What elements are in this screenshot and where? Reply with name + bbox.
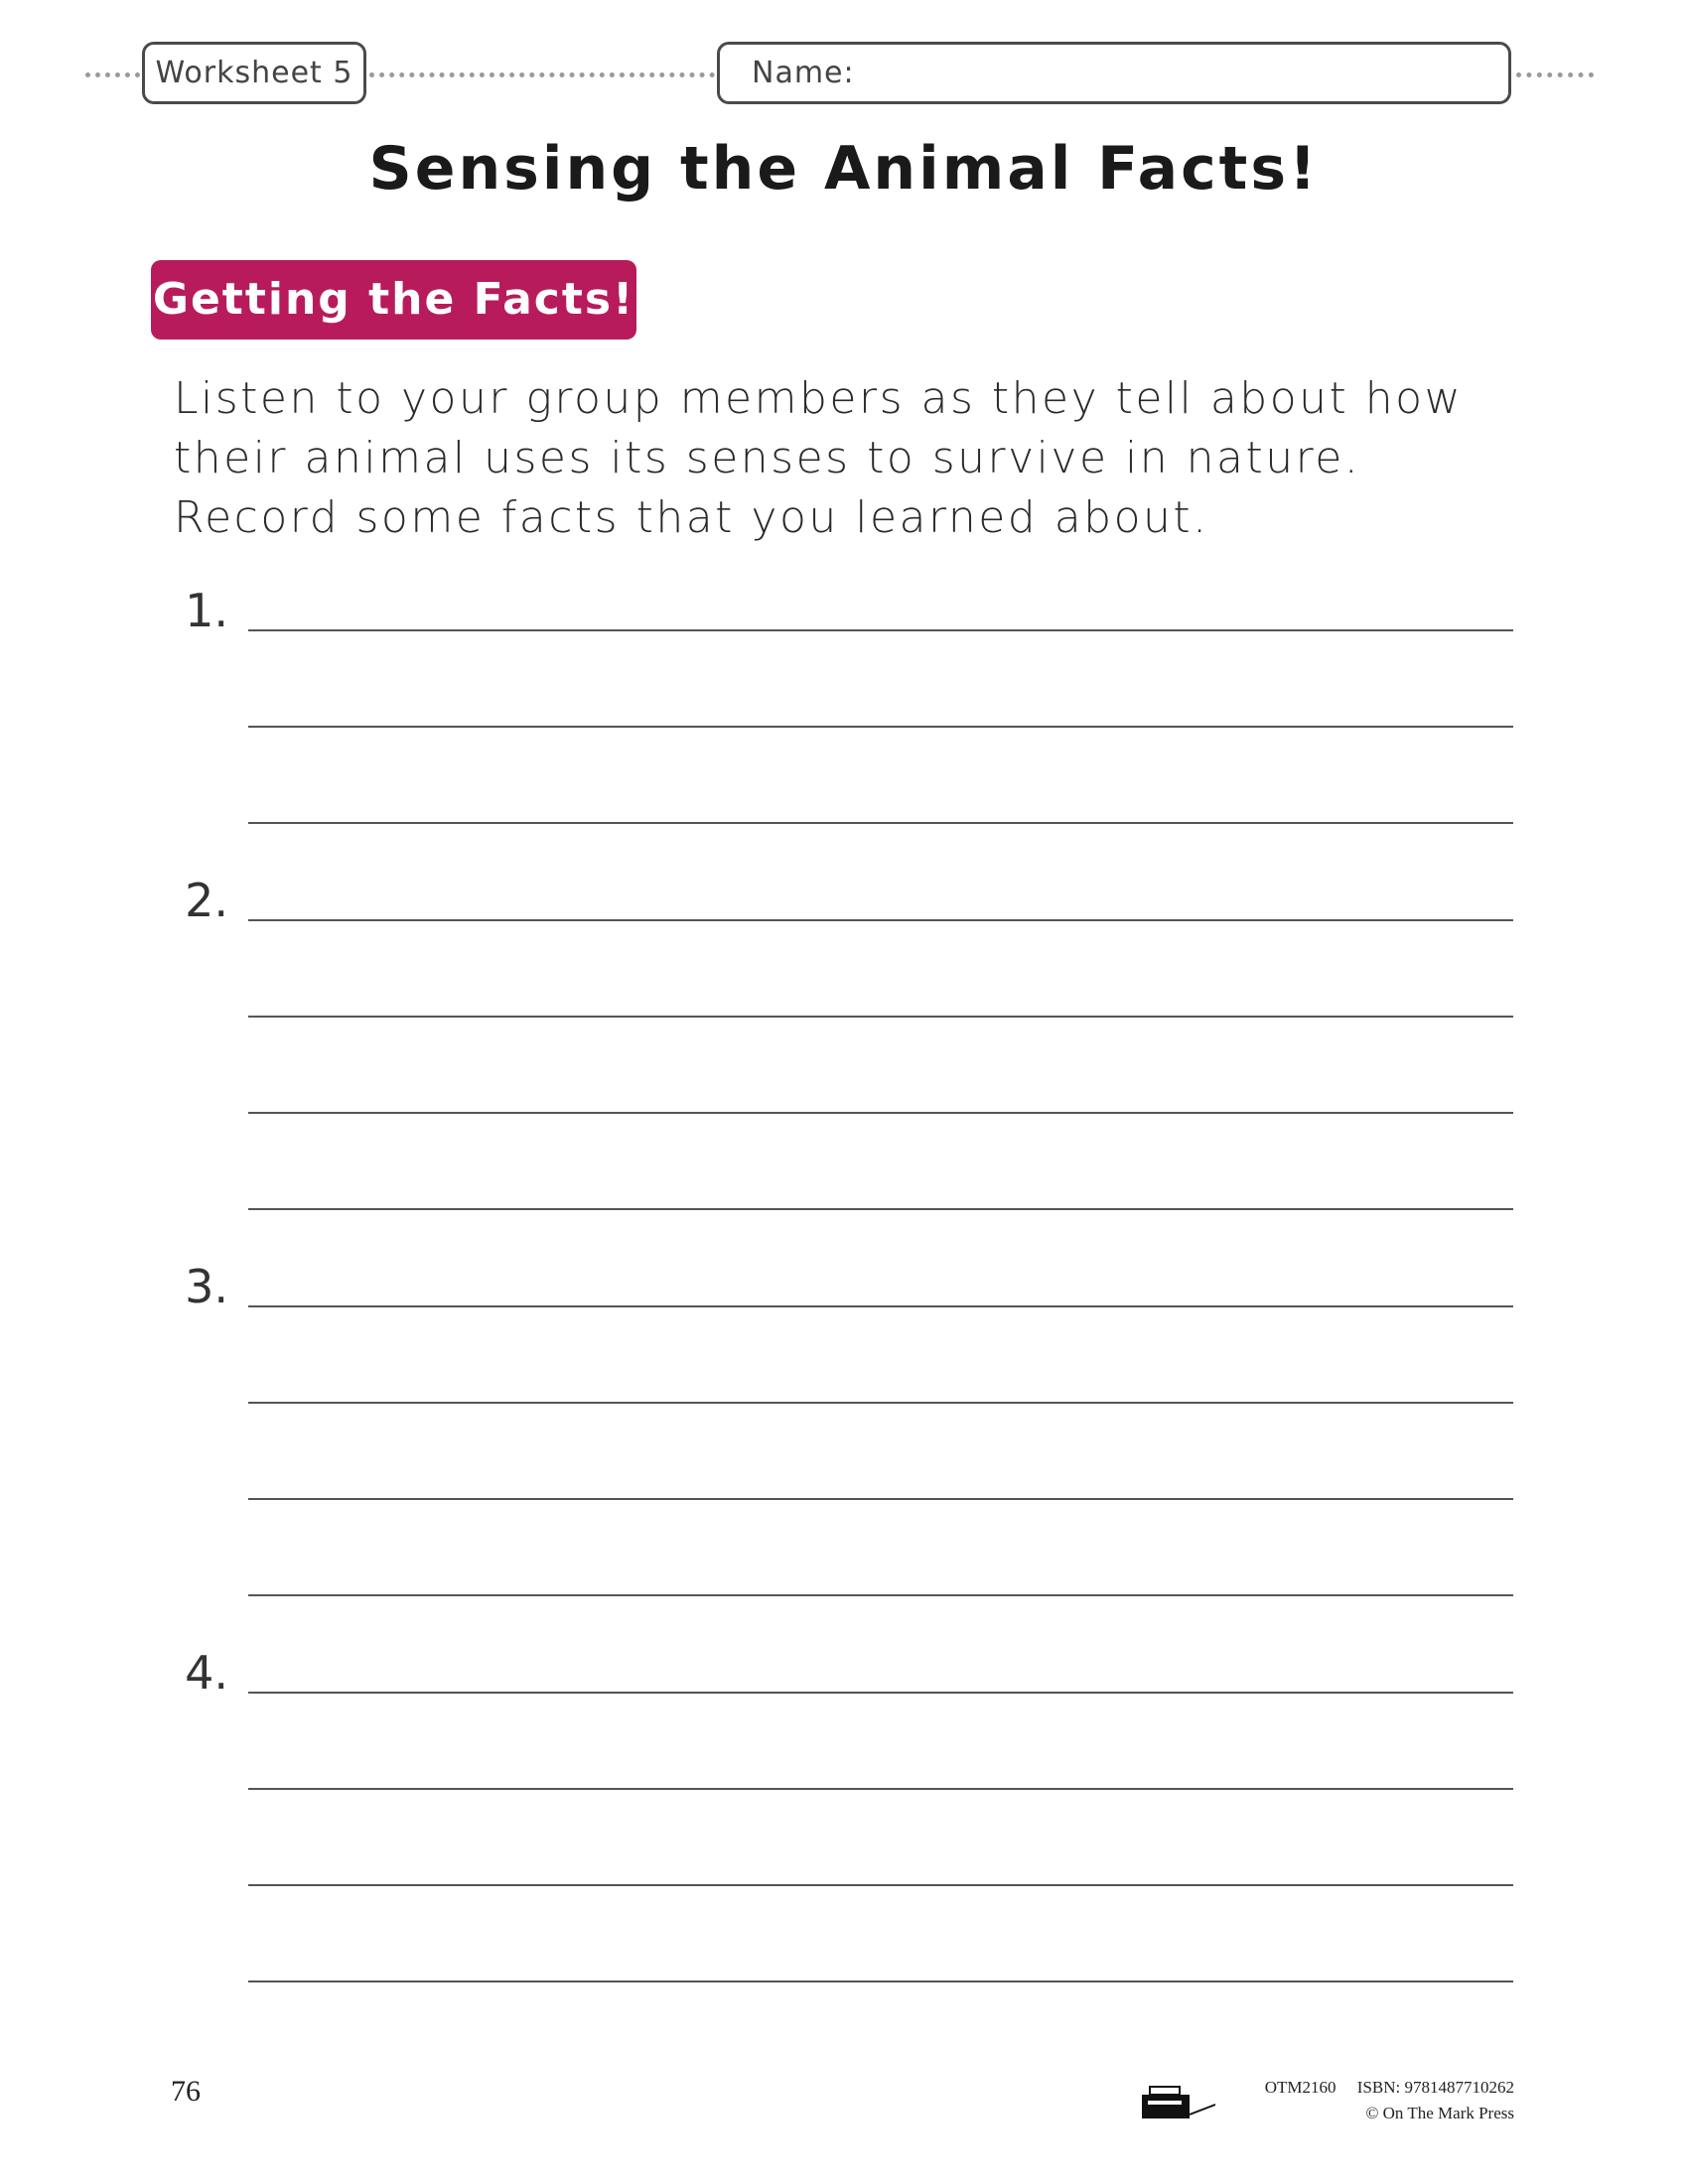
worksheet-label: Worksheet 5 <box>142 42 366 104</box>
page-number: 76 <box>171 2075 201 2108</box>
answer-line[interactable] <box>248 1305 1513 1307</box>
instructions-text: Listen to your group members as they tell about how their animal uses its senses to survive in nature. Record some facts that you learned about. <box>174 373 1464 543</box>
header-dots-middle <box>369 72 715 77</box>
copyright: © On The Mark Press <box>1365 2104 1514 2122</box>
answer-line[interactable] <box>248 1788 1513 1790</box>
answer-line[interactable] <box>248 919 1513 921</box>
name-label: Name: <box>752 56 855 90</box>
answer-line[interactable] <box>248 629 1513 631</box>
isbn: ISBN: 9781487710262 <box>1356 2078 1514 2097</box>
press-logo-icon <box>1140 2085 1217 2120</box>
answer-line[interactable] <box>248 1402 1513 1404</box>
footer-line-1 <box>1231 2075 1514 2101</box>
page-title: Sensing the Animal Facts! <box>368 134 1320 204</box>
answer-line[interactable] <box>248 726 1513 728</box>
section-banner: Getting the Facts! <box>151 260 636 340</box>
answer-line[interactable] <box>248 1208 1513 1210</box>
footer-info <box>1231 2075 1514 2126</box>
answer-line[interactable] <box>248 1884 1513 1886</box>
answer-line[interactable] <box>248 1594 1513 1596</box>
answer-line[interactable] <box>248 1498 1513 1500</box>
answer-line[interactable] <box>248 1112 1513 1114</box>
answer-line[interactable] <box>248 822 1513 824</box>
answer-line[interactable] <box>248 1016 1513 1018</box>
item-number: 1. <box>185 584 228 637</box>
item-number: 2. <box>185 874 228 927</box>
answer-line[interactable] <box>248 1692 1513 1694</box>
header-dots-right <box>1516 72 1594 77</box>
answer-line[interactable] <box>248 1980 1513 1982</box>
item-number: 4. <box>185 1646 228 1700</box>
header-dots-left <box>85 72 140 77</box>
item-number: 3. <box>185 1260 228 1313</box>
product-code: OTM2160 <box>1264 2078 1336 2097</box>
name-field[interactable] <box>717 42 1511 104</box>
